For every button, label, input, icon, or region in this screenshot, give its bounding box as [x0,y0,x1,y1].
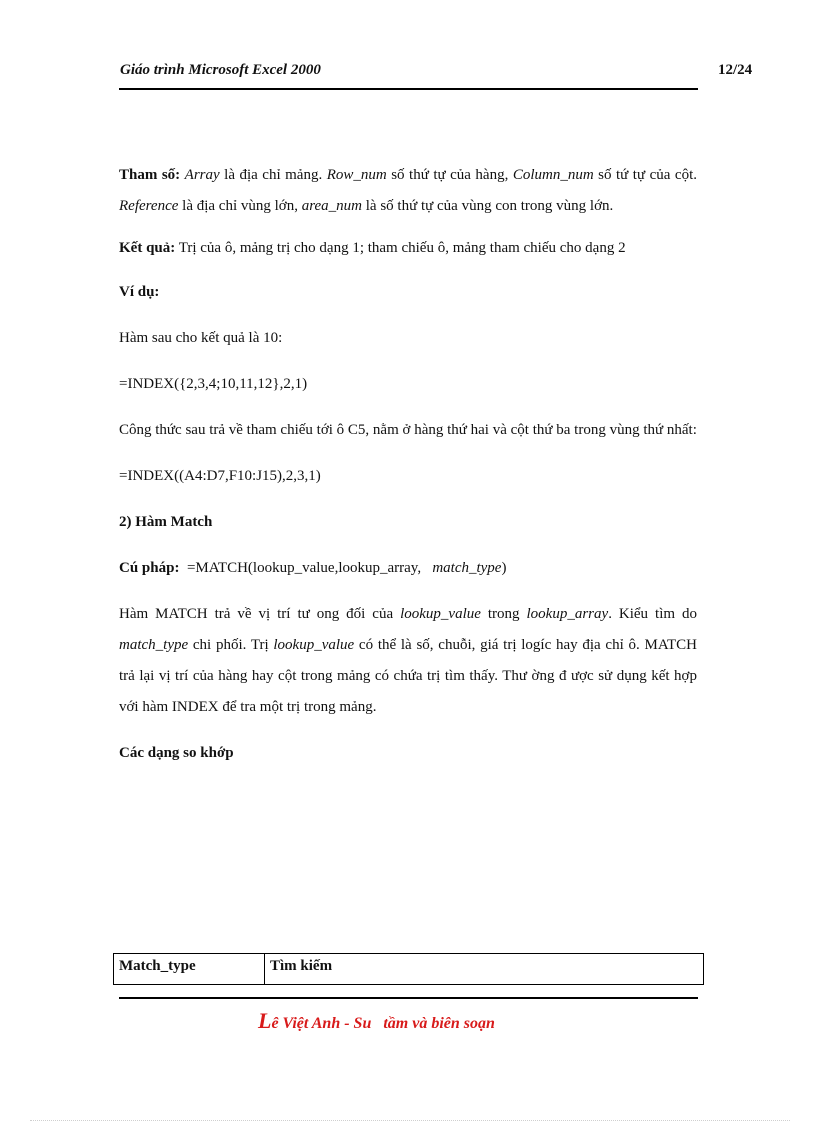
param-array: Array [184,167,220,183]
params-label: Tham số: [119,167,181,183]
result-paragraph [119,233,697,264]
page-number: 12/24 [718,62,753,78]
syntax-line [119,553,697,584]
params-text-5: là số thứ tự của vùng con trong vùng lớn. [362,198,614,214]
match-types-title: Các dạng so khớp [119,745,234,761]
desc-text-1: Hàm MATCH trả về vị trí tư ong đối của [119,606,401,622]
footer-divider [119,997,698,999]
param-row-num: Row_num [326,167,387,183]
desc-text-2: trong [480,606,527,622]
syntax-close: ) [501,560,507,576]
desc-match-type: match_type [119,637,189,653]
table-row [114,954,704,985]
params-text-1: là địa chỉ mảng. [219,167,327,183]
example-label: Ví dụ: [119,284,160,300]
param-column-num: Column_num [512,167,594,183]
syntax-label: Cú pháp: [119,560,180,576]
section-title: 2) Hàm Match [119,514,213,530]
result-label: Kết quả: [119,240,176,256]
desc-text-3: . Kiểu tìm do [608,606,697,622]
syntax-match-type: match_type [432,560,502,576]
match-type-table [113,953,704,985]
table-header-search: Tìm kiếm [265,954,704,985]
header-title: Giáo trình Microsoft Excel 2000 [120,62,321,78]
document-body [119,160,697,769]
result-text: Trị của ô, mảng trị cho dạng 1; tham chiếu ô, mảng tham chiếu cho dạng 2 [175,240,626,256]
desc-text-4: chi phối. Trị [188,637,274,653]
match-description [119,599,697,723]
desc-text-5: có thể là số, chuỗi, giá trị logíc hay địa chỉ ô. MATCH trả lại vị trí của hàng hay cột trong mảng có chứa trị tìm thấy. Thư ờng đ ược sử dụng kết hợp với hàm INDEX để tra một trị trong mảng. [119,637,697,715]
desc-lookup-value-2: lookup_value [273,637,355,653]
example2-formula: =INDEX((A4:D7,F10:J15),2,3,1) [119,468,321,484]
table-header-match-type: Match_type [114,954,265,985]
syntax-formula: =MATCH(lookup_value,lookup_array, [179,560,433,576]
params-paragraph [119,160,697,222]
example1-formula: =INDEX({2,3,4;10,11,12},2,1) [119,376,308,392]
example1-intro: Hàm sau cho kết quả là 10: [119,330,283,346]
footer-text: ê Việt Anh - Su tầm và biên soạn [271,1015,495,1032]
param-reference: Reference [119,198,179,214]
desc-lookup-array: lookup_array [526,606,609,622]
header-divider [119,88,698,90]
footer-signature [258,1008,495,1034]
param-area-num: area_num [301,198,363,214]
params-text-4: là địa chỉ vùng lớn, [178,198,302,214]
example2-intro: Công thức sau trả về tham chiếu tới ô C5, nằm ở hàng thứ hai và cột thứ ba trong vùng thứ nhất: [119,422,697,438]
params-text-2: số thứ tự của hàng, [386,167,513,183]
footer-initial: L [258,1008,272,1033]
desc-lookup-value: lookup_value [400,606,481,622]
page-edge [30,1120,790,1121]
params-text-3: số tứ tự của cột. [593,167,697,183]
